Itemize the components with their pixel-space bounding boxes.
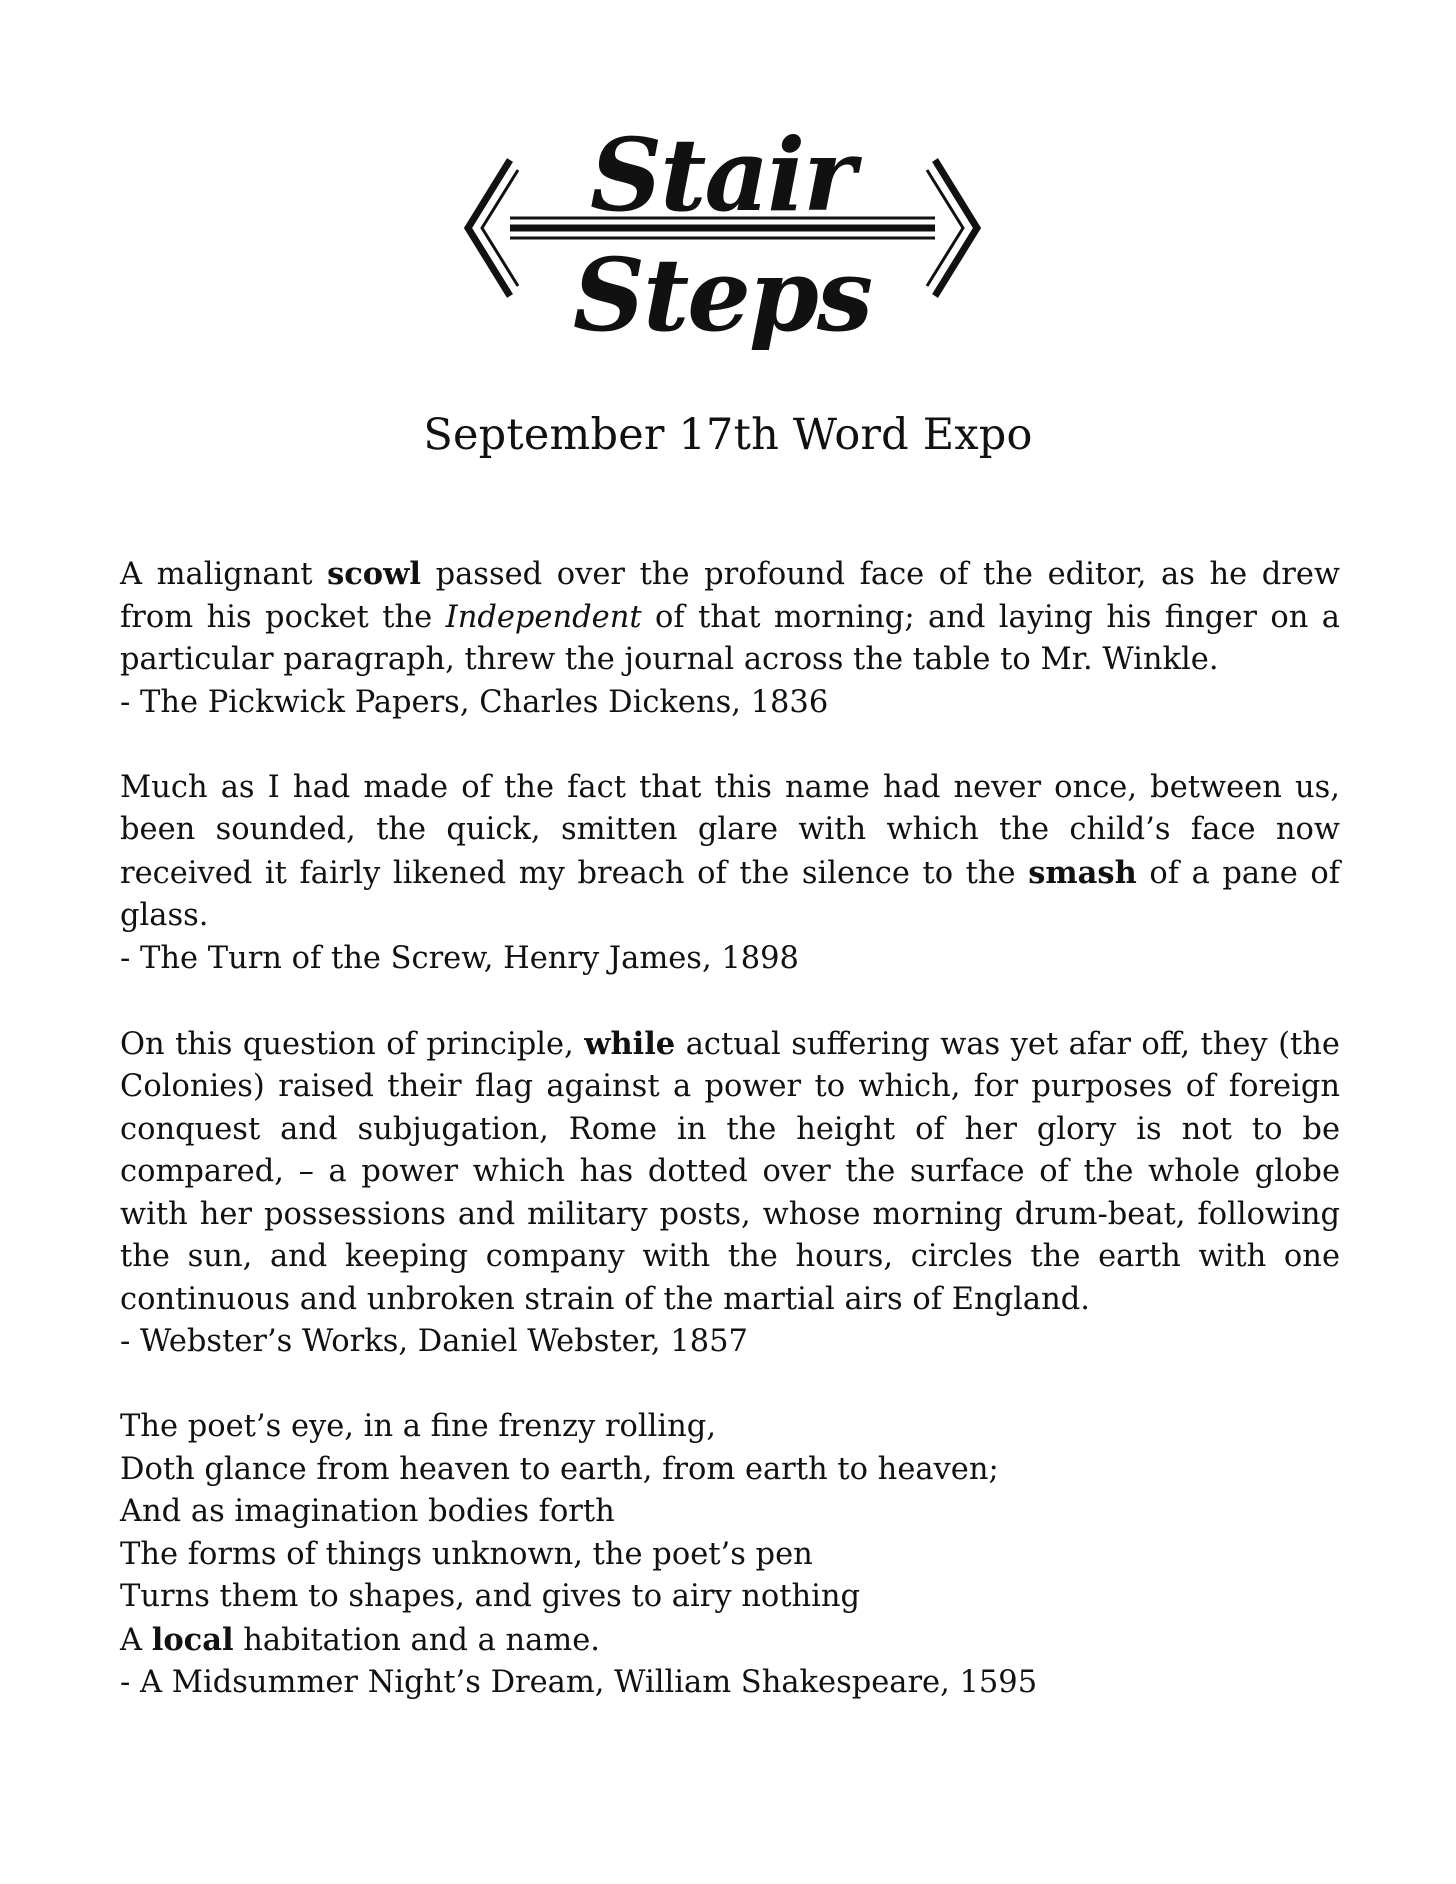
attribution: - A Midsummer Night’s Dream, William Shakespeare, 1595: [120, 1665, 1038, 1700]
excerpt-text: [120, 553, 1340, 682]
text-run: Much as I had made of the fact that this name had never once, between us, been sounded, the quick, smitten glare with which the child’s face now received it fairly likened my breach of the silence to the: [120, 769, 1340, 891]
stair-steps-logo: [450, 118, 995, 350]
vocab-word: while: [584, 1025, 676, 1062]
vocab-word: smash: [1028, 854, 1137, 891]
poem-line: The poet’s eye, in a fine frenzy rolling,: [120, 1409, 717, 1444]
excerpt-pickwick: [120, 553, 1340, 724]
excerpt-midsummer: [120, 1406, 1340, 1705]
text-run: passed over the profound face of the editor, as he drew from his pocket the: [120, 557, 1340, 635]
excerpt-websters-works: [120, 1023, 1340, 1364]
text-run: A malignant: [120, 557, 328, 592]
page-title: September 17th Word Expo: [423, 410, 1033, 460]
text-run: habitation and a name.: [233, 1622, 600, 1658]
attribution: - Webster’s Works, Daniel Webster, 1857: [120, 1324, 748, 1359]
text-run: On this question of principle,: [120, 1026, 585, 1062]
excerpt-turn-of-the-screw: [120, 767, 1340, 981]
logo-word-steps: Steps: [572, 236, 872, 350]
logo-right-chevron: [935, 160, 977, 296]
vocab-word: local: [151, 1621, 234, 1658]
poem-line: Turns them to shapes, and gives to airy nothing: [120, 1579, 861, 1614]
poem-line: Doth glance from heaven to earth, from earth to heaven;: [120, 1451, 999, 1487]
vocab-word: scowl: [327, 556, 421, 592]
excerpt-text: [120, 1023, 1340, 1322]
logo-left-chevron: [468, 160, 510, 296]
text-run: of that morning; and laying his finger on a particular paragraph, threw the journal across the table to Mr. Winkle.: [120, 599, 1340, 677]
text-run: actual suffering was yet afar off, they (the Colonies) raised their flag against a power to which, for purposes of foreign conquest and subjugation, Rome in the height of her glory is not to be compared, – a power which has dotted over the surface of the whole globe with her possessions and military posts, whose morning drum-beat, following the sun, and keeping company with the hours, circles the earth with one continuous and unbroken strain of the martial airs of England.: [120, 1026, 1340, 1317]
poem-line-last: [120, 1619, 1340, 1663]
logo-word-stair: Stair: [590, 118, 854, 234]
attribution: - The Turn of the Screw, Henry James, 1898: [120, 940, 799, 976]
poem-line: The forms of things unknown, the poet’s pen: [120, 1536, 813, 1572]
poem-line: And as imagination bodies forth: [120, 1494, 615, 1529]
excerpt-list: [120, 553, 1340, 1747]
poem-text: [120, 1406, 1340, 1662]
excerpt-text: [120, 767, 1340, 938]
text-run: A: [120, 1622, 152, 1658]
italic-title: Independent: [445, 599, 642, 635]
attribution: - The Pickwick Papers, Charles Dickens, 1836: [120, 684, 829, 720]
text-run: of a pane of glass.: [120, 855, 1340, 933]
logo-graphic: [450, 118, 995, 350]
